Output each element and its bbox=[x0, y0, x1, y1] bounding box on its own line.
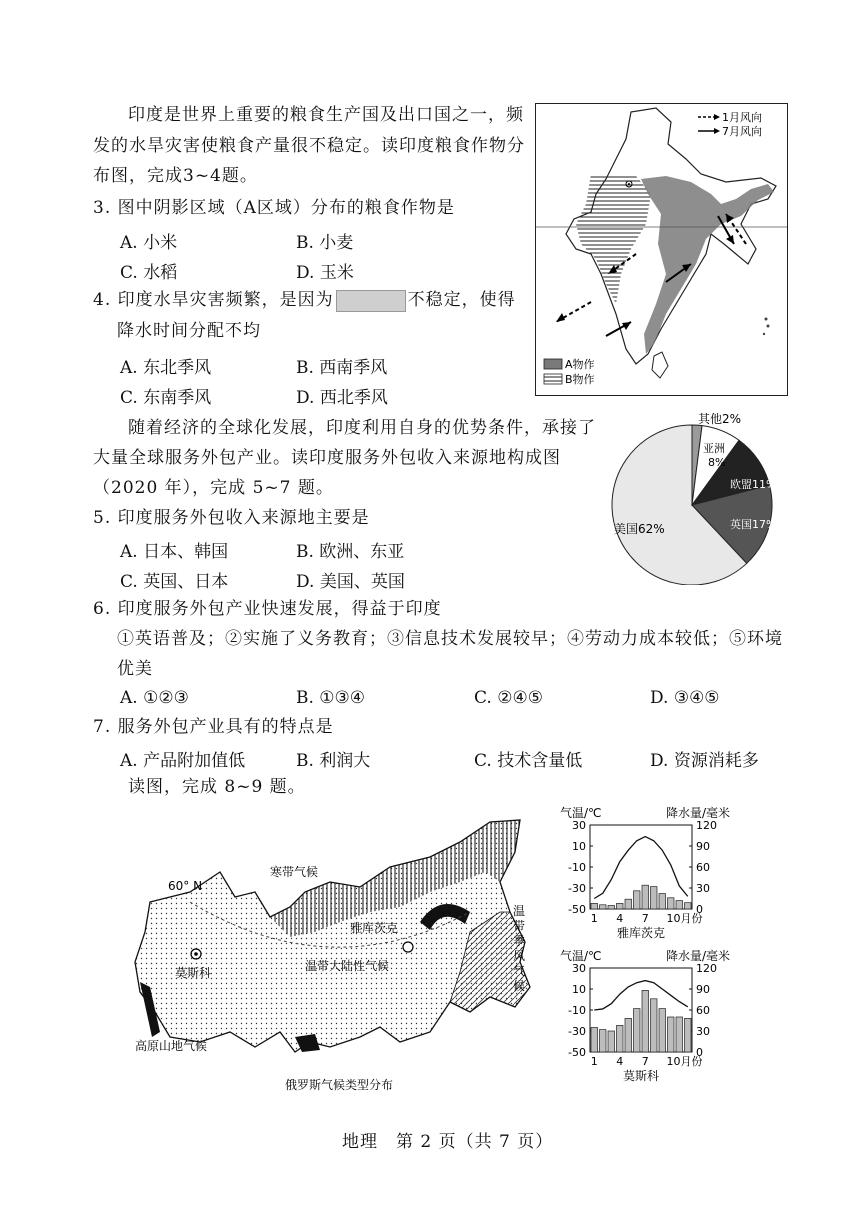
intro3: 读图，完成 8~9 题。 bbox=[128, 777, 306, 797]
temp-tick: -10 bbox=[568, 861, 586, 874]
q3-option-d[interactable]: D. 玉米 bbox=[296, 263, 354, 283]
q5-option-d[interactable]: D. 美国、英国 bbox=[296, 572, 405, 592]
intro2-line3: （2020 年），完成 5~7 题。 bbox=[93, 478, 334, 498]
intro2-line2: 大量全球服务外包产业。读印度服务外包收入来源地构成图 bbox=[93, 448, 561, 468]
month-label: 10月份 bbox=[666, 912, 703, 925]
intro1-line3: 布图，完成3~4题。 bbox=[93, 166, 258, 186]
precip-tick: 60 bbox=[696, 861, 710, 874]
climate-chart-moscow bbox=[556, 948, 746, 1088]
precip-bar bbox=[600, 905, 607, 909]
yakutsk-label: 雅库茨克 bbox=[350, 921, 399, 935]
legend-a-crop: A物作 bbox=[565, 358, 595, 371]
precip-bar bbox=[608, 1031, 615, 1052]
precip-axis-label: 降水量/毫米 bbox=[666, 806, 731, 820]
precip-bar bbox=[676, 1017, 683, 1052]
legend-b-crop: B物作 bbox=[565, 373, 595, 386]
intro2-line1: 随着经济的全球化发展，印度利用自身的优势条件，承接了 bbox=[128, 418, 596, 438]
precip-bar bbox=[591, 1028, 598, 1053]
q5-option-c[interactable]: C. 英国、日本 bbox=[120, 572, 229, 592]
pie-label-other: 其他2% bbox=[698, 412, 742, 426]
q4-stem bbox=[93, 285, 516, 315]
precip-bar bbox=[685, 1018, 692, 1052]
russia-climate-map bbox=[130, 812, 550, 1102]
climate-chart-yakutsk bbox=[556, 805, 746, 945]
month-tick: 7 bbox=[641, 1055, 649, 1068]
svg-text:带: 带 bbox=[513, 919, 526, 933]
india-crop-map bbox=[535, 103, 788, 396]
outsourcing-pie-chart bbox=[580, 405, 805, 585]
q4-stem-post: 不稳定，使得 bbox=[407, 290, 516, 310]
precip-bar bbox=[668, 898, 675, 909]
month-tick: 7 bbox=[641, 912, 649, 925]
month-tick: 4 bbox=[616, 912, 624, 925]
precip-tick: 30 bbox=[696, 1025, 710, 1038]
station-name: 雅库茨克 bbox=[616, 926, 666, 940]
q6-option-a[interactable]: A. ①②③ bbox=[120, 688, 189, 708]
temp-tick: 10 bbox=[572, 983, 586, 996]
pie-label-asia: 亚洲 bbox=[703, 442, 725, 455]
precip-bar bbox=[642, 885, 649, 909]
temp-tick: 30 bbox=[572, 819, 586, 832]
map-caption: 俄罗斯气候类型分布 bbox=[285, 1078, 394, 1092]
pie-label-uk: 英国17% bbox=[730, 518, 777, 531]
month-tick: 4 bbox=[616, 1055, 624, 1068]
precip-tick: 120 bbox=[696, 962, 717, 975]
plot-frame bbox=[590, 825, 692, 909]
legend-jan-wind: 1月风向 bbox=[722, 111, 762, 124]
temp-tick: -10 bbox=[568, 1004, 586, 1017]
precip-tick: 0 bbox=[696, 1046, 703, 1059]
svg-text:气: 气 bbox=[513, 964, 526, 978]
q5-option-a[interactable]: A. 日本、韩国 bbox=[120, 542, 229, 562]
q6-option-c[interactable]: C. ②④⑤ bbox=[474, 688, 543, 708]
q6-items: ①英语普及；②实施了义务教育；③信息技术发展较早；④劳动力成本较低；⑤环境 bbox=[117, 629, 783, 649]
svg-text:温: 温 bbox=[513, 904, 526, 918]
pie-label-us: 美国62% bbox=[614, 522, 665, 536]
precip-bar bbox=[676, 901, 683, 909]
lat-label: 60° N bbox=[168, 879, 203, 893]
q4-stem2: 降水时间分配不均 bbox=[117, 321, 261, 341]
q3-option-c[interactable]: C. 水稻 bbox=[120, 263, 178, 283]
q4-option-c[interactable]: C. 东南季风 bbox=[120, 388, 212, 408]
precip-bar bbox=[617, 903, 624, 909]
precip-bar bbox=[617, 1025, 624, 1052]
monsoon-label bbox=[513, 904, 525, 993]
q4-stem-pre: 4. 印度水旱灾害频繁，是因为 bbox=[93, 290, 334, 310]
moscow-label: 莫斯科 bbox=[175, 966, 212, 980]
highland-label: 高原山地气候 bbox=[135, 1039, 208, 1053]
intro1-line2: 发的水旱灾害使粮食产量很不稳定。读印度粮食作物分 bbox=[93, 136, 525, 156]
svg-text:季: 季 bbox=[513, 934, 526, 948]
precip-tick: 90 bbox=[696, 840, 710, 853]
q5-stem: 5. 印度服务外包收入来源地主要是 bbox=[93, 508, 370, 528]
temp-tick: 10 bbox=[572, 840, 586, 853]
q7-option-a[interactable]: A. 产品附加值低 bbox=[120, 751, 246, 771]
q6-items-cont: 优美 bbox=[117, 659, 153, 679]
precip-bar bbox=[642, 990, 649, 1052]
precip-bar bbox=[668, 1017, 675, 1052]
q7-option-d[interactable]: D. 资源消耗多 bbox=[650, 751, 759, 771]
precip-tick: 0 bbox=[696, 903, 703, 916]
q6-stem: 6. 印度服务外包产业快速发展，得益于印度 bbox=[93, 599, 442, 619]
svg-text:候: 候 bbox=[513, 979, 526, 993]
q4-option-b[interactable]: B. 西南季风 bbox=[296, 358, 388, 378]
temp-tick: -50 bbox=[568, 1046, 586, 1059]
page-footer: 地理 第 2 页（共 7 页） bbox=[342, 1132, 554, 1152]
q3-option-b[interactable]: B. 小麦 bbox=[296, 233, 354, 253]
temp-axis-label: 气温/℃ bbox=[560, 949, 602, 963]
precip-bar bbox=[625, 899, 632, 909]
precip-bar bbox=[659, 1009, 666, 1052]
precip-bar bbox=[591, 903, 598, 909]
precip-tick: 30 bbox=[696, 882, 710, 895]
temperate-label: 温带大陆性气候 bbox=[305, 959, 390, 973]
intro1-line1: 印度是世界上重要的粮食生产国及出口国之一，频 bbox=[128, 105, 524, 125]
temp-tick: -30 bbox=[568, 882, 586, 895]
month-label: 10月份 bbox=[666, 1055, 703, 1068]
precip-tick: 120 bbox=[696, 819, 717, 832]
q6-option-b[interactable]: B. ①③④ bbox=[296, 688, 366, 708]
temp-curve bbox=[594, 981, 688, 1010]
temp-curve bbox=[594, 837, 688, 899]
precip-bar bbox=[659, 894, 666, 909]
precip-bar bbox=[634, 891, 641, 909]
precip-tick: 60 bbox=[696, 1004, 710, 1017]
q4-option-a[interactable]: A. 东北季风 bbox=[120, 358, 212, 378]
precip-bar bbox=[685, 903, 692, 909]
precip-bar bbox=[608, 906, 615, 910]
precip-bar bbox=[625, 1018, 632, 1052]
temp-tick: -30 bbox=[568, 1025, 586, 1038]
precip-bar bbox=[651, 999, 658, 1052]
q3-stem: 3. 图中阴影区域（A区域）分布的粮食作物是 bbox=[93, 198, 455, 218]
station-name: 莫斯科 bbox=[622, 1069, 660, 1083]
q5-option-b[interactable]: B. 欧洲、东亚 bbox=[296, 542, 405, 562]
precip-bar bbox=[651, 887, 658, 909]
q7-option-b[interactable]: B. 利润大 bbox=[296, 751, 371, 771]
q6-option-d[interactable]: D. ③④⑤ bbox=[650, 688, 720, 708]
temp-axis-label: 气温/℃ bbox=[560, 806, 602, 820]
q7-stem: 7. 服务外包产业具有的特点是 bbox=[93, 717, 334, 737]
q7-option-c[interactable]: C. 技术含量低 bbox=[474, 751, 583, 771]
temp-tick: 30 bbox=[572, 962, 586, 975]
precip-axis-label: 降水量/毫米 bbox=[666, 949, 731, 963]
month-tick: 1 bbox=[590, 1055, 598, 1068]
q3-option-a[interactable]: A. 小米 bbox=[120, 233, 178, 253]
pie-label-eu: 欧盟11% bbox=[730, 478, 777, 491]
legend-jul-wind: 7月风向 bbox=[722, 125, 762, 138]
q4-option-d[interactable]: D. 西北季风 bbox=[296, 388, 388, 408]
pie-label-asia-pct: 8% bbox=[708, 456, 726, 469]
answer-blank bbox=[336, 290, 406, 312]
temp-tick: -50 bbox=[568, 903, 586, 916]
precip-bar bbox=[600, 1030, 607, 1052]
sri-lanka bbox=[652, 352, 668, 378]
svg-text:风: 风 bbox=[513, 949, 526, 963]
precip-tick: 90 bbox=[696, 983, 710, 996]
precip-bar bbox=[634, 1009, 641, 1052]
month-tick: 1 bbox=[590, 912, 598, 925]
cold-label: 寒带气候 bbox=[270, 865, 319, 879]
